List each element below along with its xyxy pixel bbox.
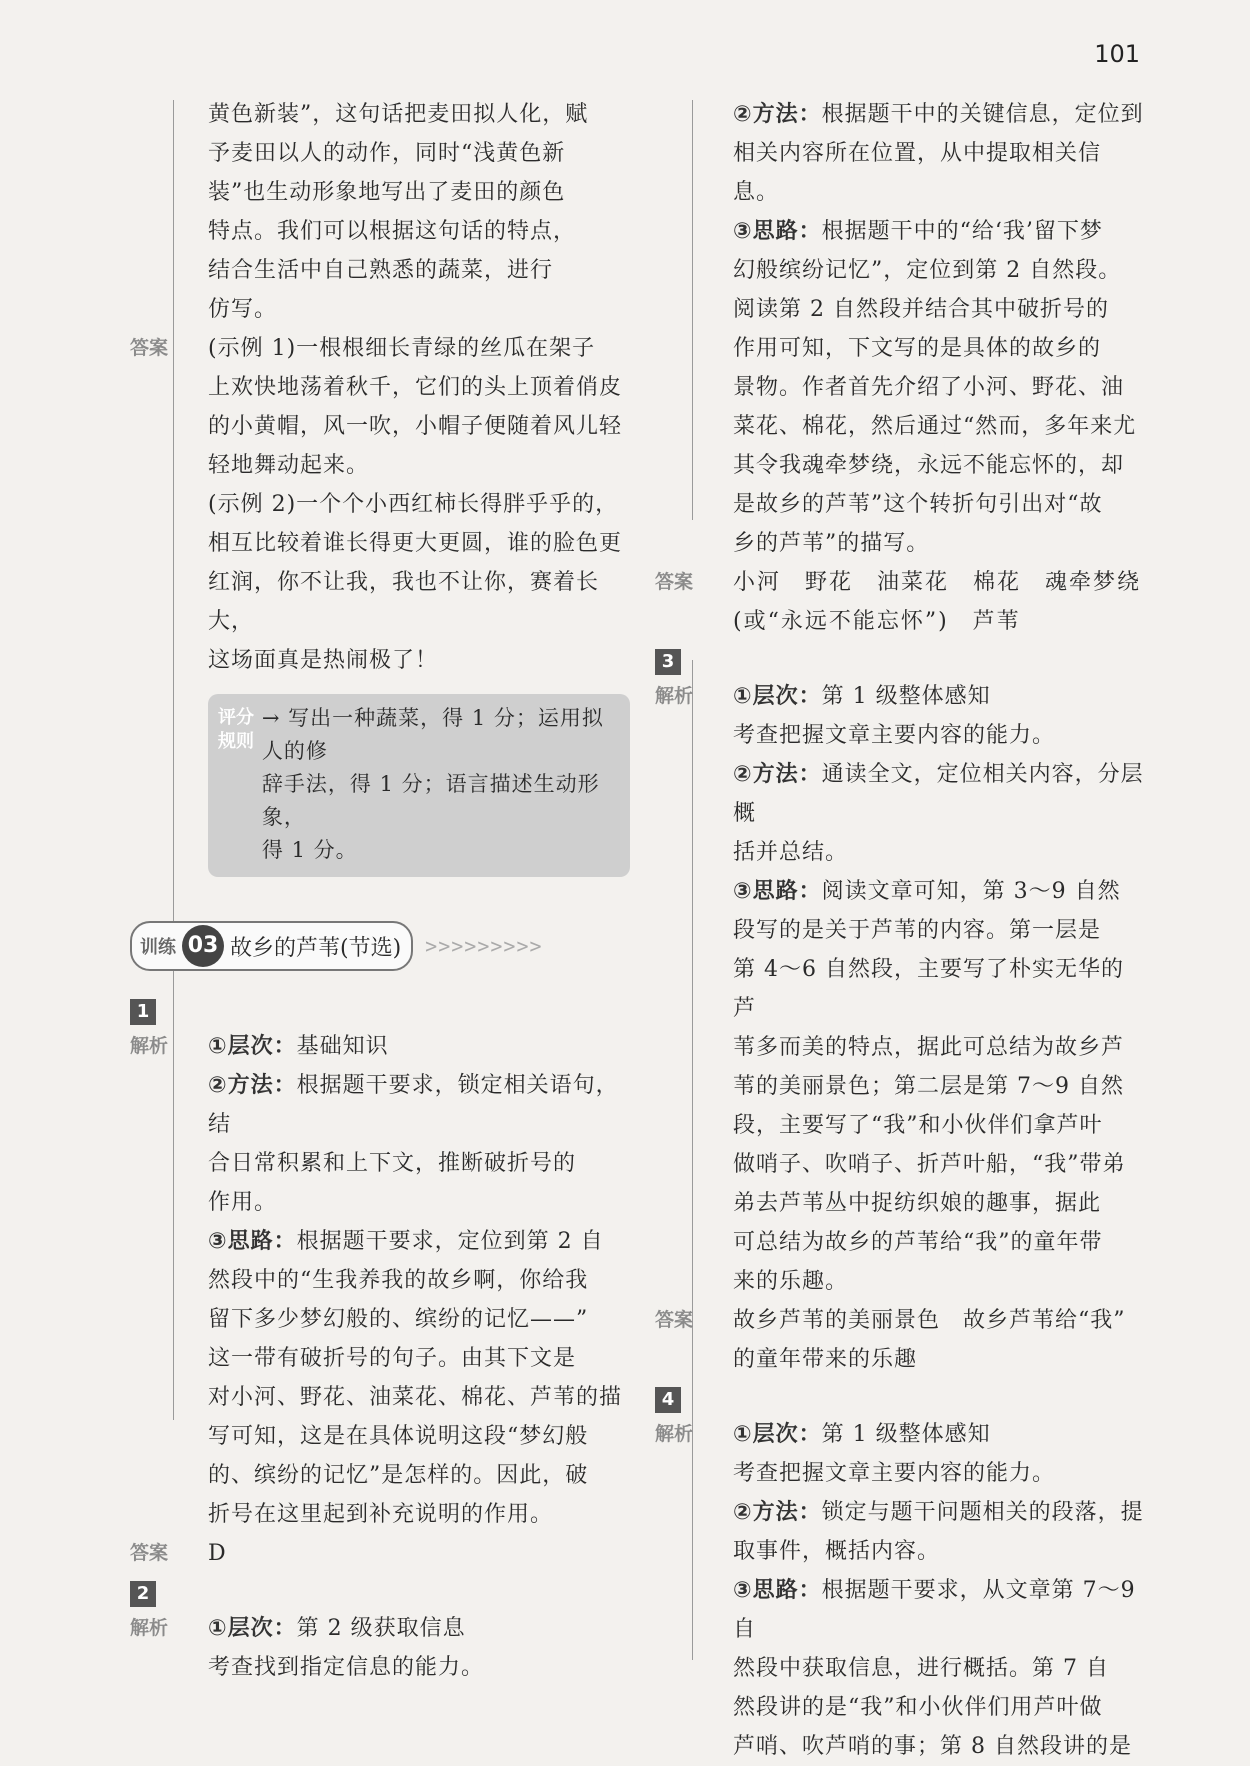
- text-line: 的小黄帽，风一吹，小帽子便随着风儿轻: [208, 414, 623, 439]
- answer-text: [208, 329, 630, 680]
- q2-continued: [655, 95, 1145, 563]
- analysis-tag: 解析: [130, 1035, 169, 1057]
- text-line: 然段中的“生我养我的故乡啊，你给我: [208, 1268, 589, 1293]
- text-line: 装”也生动形象地写出了麦田的颜色: [208, 180, 566, 205]
- text-line: 其令我魂牵梦绕，永远不能忘怀的，却: [733, 453, 1125, 478]
- text-line: 对小河、野花、油菜花、棉花、芦苇的描: [208, 1385, 623, 1410]
- rubric-label: 评分 规则: [218, 707, 254, 752]
- text-line: ①层次：基础知识: [208, 1034, 389, 1059]
- text-line: 芦哨、吹芦哨的事；第 8 自然段讲的是: [733, 1734, 1132, 1759]
- scoring-rubric: [208, 694, 630, 877]
- text-line: 弟去芦苇丛中捉纺织娘的趣事，据此: [733, 1191, 1102, 1216]
- text-line: ③思路：根据题干中的“给‘我’留下梦: [733, 219, 1103, 244]
- text-line: 小河 野花 油菜花 棉花 魂牵梦绕: [733, 570, 1142, 595]
- answer-tag: 答案: [130, 1542, 169, 1564]
- analysis-text: [733, 95, 1145, 563]
- text-line: 合日常积累和上下文，推断破折号的: [208, 1151, 577, 1176]
- answer-block: [130, 329, 630, 680]
- rubric-text: [262, 702, 620, 867]
- text-line: 段，主要写了“我”和小伙伴们拿芦叶: [733, 1113, 1103, 1138]
- text-line: 这场面真是热闹极了！: [208, 648, 439, 673]
- answer-text: [733, 1301, 1145, 1379]
- text-line: 作用可知，下文写的是具体的故乡的: [733, 336, 1102, 361]
- text-line: 然段中获取信息，进行概括。第 7 自: [733, 1656, 1109, 1681]
- text-line: 做哨子、吹哨子、折芦叶船，“我”带弟: [733, 1152, 1126, 1177]
- text-line: 苇的美丽景色；第二层是第 7～9 自然: [733, 1074, 1124, 1099]
- step-label: ①层次：: [208, 1616, 297, 1641]
- question-number: 1: [130, 999, 156, 1025]
- text-line: ②方法：锁定与题干问题相关的段落，提: [733, 1500, 1144, 1525]
- analysis-text: [733, 677, 1145, 1301]
- text-line: 菜花、棉花，然后通过“然而，多年来尤: [733, 414, 1137, 439]
- text-line: 取事件，概括内容。: [733, 1539, 941, 1564]
- rubric-line: → 写出一种蔬菜，得 1 分；运用拟人的修: [261, 706, 604, 763]
- text-line: 予麦田以人的动作，同时“浅黄色新: [208, 141, 566, 166]
- question-3: [655, 641, 1145, 1379]
- section-number: 03: [182, 925, 224, 967]
- text-line: ③思路：阅读文章可知，第 3～9 自然: [733, 879, 1121, 904]
- text-line: 这一带有破折号的句子。由其下文是: [208, 1346, 577, 1371]
- text-line: 是故乡的芦苇”这个转折句引出对“故: [733, 492, 1103, 517]
- text-line: 留下多少梦幻般的、缤纷的记忆——”: [208, 1307, 589, 1332]
- question-number: 2: [130, 1581, 156, 1607]
- text-line: 阅读第 2 自然段并结合其中破折号的: [733, 297, 1109, 322]
- text-line: ①层次：第 2 级获取信息: [208, 1616, 466, 1641]
- question-1: [130, 991, 630, 1573]
- text-line: ②方法：通读全文，定位相关内容，分层概: [733, 762, 1144, 826]
- text-line: (示例 2)一个个小西红柿长得胖乎乎的，: [208, 492, 619, 517]
- text-line: 上欢快地荡着秋千，它们的头上顶着俏皮: [208, 375, 623, 400]
- step-label: ③思路：: [733, 219, 822, 244]
- text-line: 故乡芦苇的美丽景色 故乡芦苇给“我”: [733, 1308, 1126, 1333]
- answer-tag: 答案: [655, 571, 694, 593]
- text-line: 苇多而美的特点，据此可总结为故乡芦: [733, 1035, 1125, 1060]
- text-line: 考查找到指定信息的能力。: [208, 1655, 485, 1680]
- step-label: ③思路：: [208, 1229, 297, 1254]
- answer-text: [733, 563, 1145, 641]
- text-line: 段写的是关于芦苇的内容。第一层是: [733, 918, 1102, 943]
- text-line: 可总结为故乡的芦苇给“我”的童年带: [733, 1230, 1103, 1255]
- answer-tag: 答案: [655, 1309, 694, 1331]
- question-2: [130, 1573, 630, 1687]
- analysis-text: [733, 1415, 1145, 1766]
- text-line: 特点。我们可以根据这句话的特点，: [208, 219, 577, 244]
- text-line: 仿写。: [208, 297, 278, 322]
- text-line: ③思路：根据题干要求，定位到第 2 自: [208, 1229, 604, 1254]
- text-line: 结合生活中自己熟悉的蔬菜，进行: [208, 258, 554, 283]
- right-column: [655, 95, 1145, 1766]
- step-label: ①层次：: [208, 1034, 297, 1059]
- text-line: 然段讲的是“我”和小伙伴们用芦叶做: [733, 1695, 1103, 1720]
- step-label: ②方法：: [733, 102, 822, 127]
- analysis-tag: 解析: [655, 685, 694, 707]
- left-column: [130, 95, 630, 1687]
- analysis-text: [208, 1609, 630, 1687]
- step-label: ②方法：: [733, 1500, 822, 1525]
- analysis-tag: 解析: [655, 1423, 694, 1445]
- text-line: ③思路：根据题干要求，从文章第 7～9 自: [733, 1578, 1136, 1642]
- step-label: ③思路：: [733, 1578, 822, 1603]
- text-line: 红润，你不让我，我也不让你，赛着长大，: [208, 570, 600, 634]
- text-line: 轻地舞动起来。: [208, 453, 370, 478]
- rubric-line: 辞手法，得 1 分；语言描述生动形象，: [261, 772, 600, 829]
- text-line: 的、缤纷的记忆”是怎样的。因此，破: [208, 1463, 589, 1488]
- rubric-line: 得 1 分。: [261, 838, 358, 862]
- text-line: 乡的芦苇”的描写。: [733, 531, 930, 556]
- text-line: 的童年带来的乐趣: [733, 1347, 918, 1372]
- text-line: ②方法：根据题干中的关键信息，定位到: [733, 102, 1144, 127]
- text-line: ①层次：第 1 级整体感知: [733, 1422, 991, 1447]
- text-line: 来的乐趣。: [733, 1269, 849, 1294]
- text-line: (示例 1)一根根细长青绿的丝瓜在架子: [208, 336, 596, 361]
- section-header: [130, 921, 630, 971]
- step-label: ①层次：: [733, 1422, 822, 1447]
- analysis-tag: 解析: [130, 1617, 169, 1639]
- question-number: 4: [655, 1387, 681, 1413]
- section-pill: [130, 921, 413, 971]
- text-line: 作用。: [208, 1190, 278, 1215]
- text-line: 写可知，这是在具体说明这段“梦幻般: [208, 1424, 589, 1449]
- analysis-text: [208, 1027, 630, 1534]
- text-line: 括并总结。: [733, 840, 849, 865]
- intro-block: [130, 95, 630, 329]
- step-label: ①层次：: [733, 684, 822, 709]
- text-line: 幻般缤纷记忆”，定位到第 2 自然段。: [733, 258, 1122, 283]
- chevron-decoration: >>>>>>>>>: [425, 934, 543, 958]
- section-title: 故乡的芦苇(节选): [230, 935, 402, 961]
- step-label: ②方法：: [208, 1073, 297, 1098]
- text-line: 相互比较着谁长得更大更圆，谁的脸色更: [208, 531, 623, 556]
- answer-text: D: [208, 1541, 227, 1566]
- section-label: 训练: [140, 937, 176, 958]
- text-line: 考查把握文章主要内容的能力。: [733, 723, 1056, 748]
- text-line: ①层次：第 1 级整体感知: [733, 684, 991, 709]
- q2-answer: [655, 563, 1145, 641]
- text-line: ②方法：根据题干要求，锁定相关语句，结: [208, 1073, 619, 1137]
- step-label: ②方法：: [733, 762, 822, 787]
- rubric-block: [130, 680, 630, 877]
- answer-tag: 答案: [130, 337, 169, 359]
- text-line: 黄色新装”，这句话把麦田拟人化，赋: [208, 102, 589, 127]
- page-number: 101: [1094, 40, 1140, 68]
- text-line: 第 4～6 自然段，主要写了朴实无华的芦: [733, 957, 1124, 1021]
- step-label: ③思路：: [733, 879, 822, 904]
- intro-text: [208, 95, 630, 329]
- question-4: [655, 1379, 1145, 1766]
- question-number: 3: [655, 649, 681, 675]
- text-line: 相关内容所在位置，从中提取相关信息。: [733, 141, 1102, 205]
- text-line: 景物。作者首先介绍了小河、野花、油: [733, 375, 1125, 400]
- text-line: 考查把握文章主要内容的能力。: [733, 1461, 1056, 1486]
- text-line: 折号在这里起到补充说明的作用。: [208, 1502, 554, 1527]
- text-line: (或“永远不能忘怀”) 芦苇: [733, 609, 1021, 634]
